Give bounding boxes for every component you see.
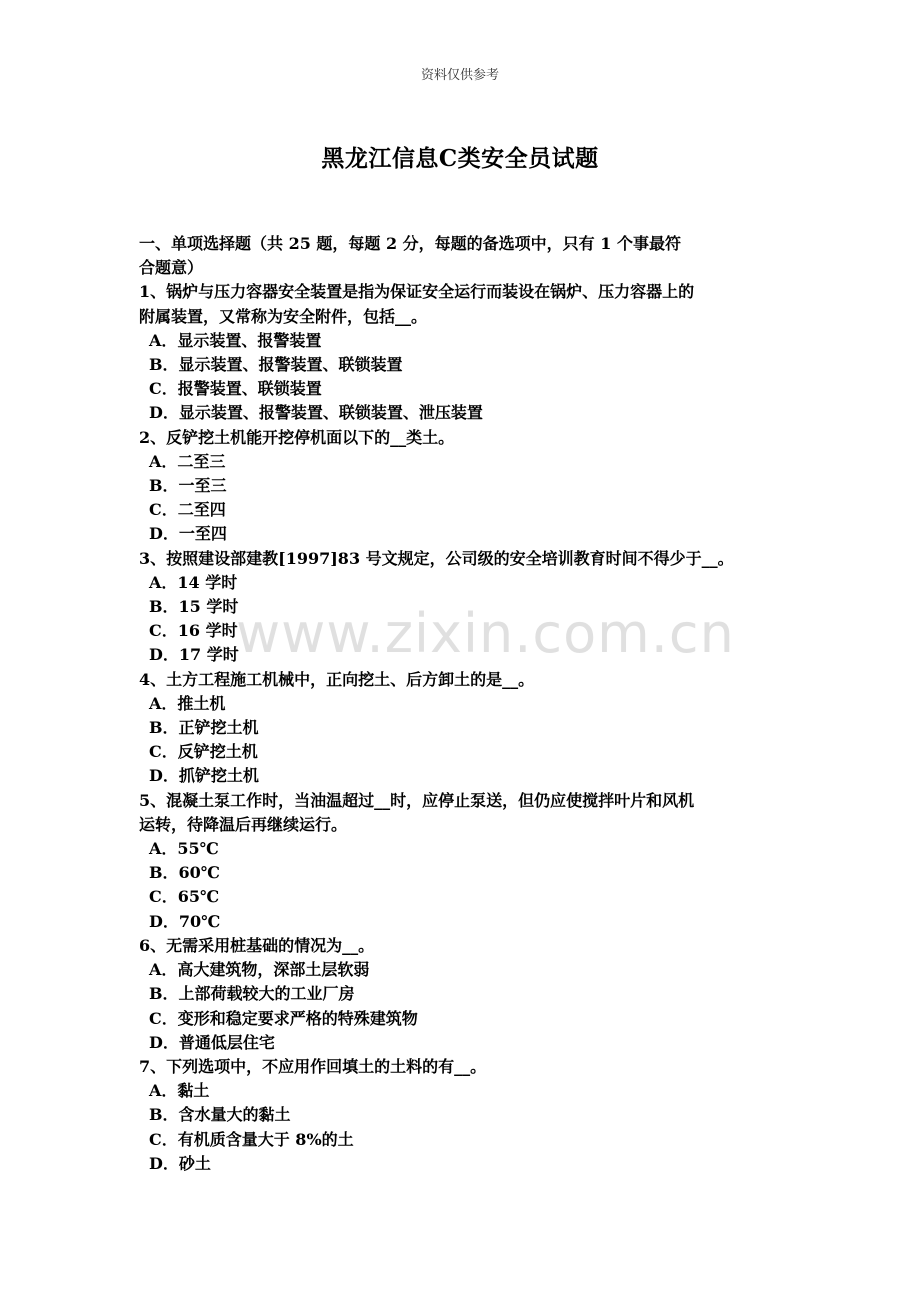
question-text: 2、反铲挖土机能开挖停机面以下的__类土。 xyxy=(139,427,455,447)
option-a: A．55℃ xyxy=(149,839,219,859)
option-c: C．变形和稳定要求严格的特殊建筑物 xyxy=(149,1008,418,1028)
option-c: C．反铲挖土机 xyxy=(149,742,258,762)
question-text: 5、混凝土泵工作时，当油温超过__时，应停止泵送，但仍应使搅拌叶片和风机 xyxy=(139,790,695,810)
question-text: 6、无需采用桩基础的情况为__。 xyxy=(139,935,375,955)
document-body xyxy=(139,232,784,1176)
question-text: 运转，待降温后再继续运行。 xyxy=(139,814,348,834)
option-c: C．有机质含量大于 8%的土 xyxy=(149,1129,354,1149)
option-b: B．含水量大的黏土 xyxy=(149,1105,291,1125)
option-a: A．高大建筑物，深部土层软弱 xyxy=(149,960,370,980)
option-d: D．一至四 xyxy=(149,524,227,544)
option-d: D．抓铲挖土机 xyxy=(149,766,259,786)
question-text: 4、土方工程施工机械中，正向挖土、后方卸土的是__。 xyxy=(139,669,535,689)
question-2 xyxy=(139,426,784,547)
option-b: B．15 学时 xyxy=(149,597,239,617)
question-text: 1、锅炉与压力容器安全装置是指为保证安全运行而装设在锅炉、压力容器上的 xyxy=(139,282,695,302)
document-title: 黑龙江信息C类安全员试题 xyxy=(321,145,599,172)
option-d: D．17 学时 xyxy=(149,645,239,665)
section-heading-line: 一、单项选择题（共 25 题，每题 2 分，每题的备选项中，只有 1 个事最符 xyxy=(139,234,681,253)
question-text: 7、下列选项中，不应用作回填土的土料的有__。 xyxy=(139,1056,487,1076)
section-heading-line: 合题意） xyxy=(139,258,204,278)
option-a: A．显示装置、报警装置 xyxy=(149,330,322,350)
option-b: B．一至三 xyxy=(149,476,227,496)
option-b: B．上部荷载较大的工业厂房 xyxy=(149,984,355,1004)
option-b: B．60℃ xyxy=(149,863,220,883)
option-c: C．65℃ xyxy=(149,887,220,907)
option-a: A．14 学时 xyxy=(149,572,238,592)
option-d: D．砂土 xyxy=(149,1153,211,1173)
question-3 xyxy=(139,547,784,668)
question-4 xyxy=(139,668,784,789)
option-d: D．普通低层住宅 xyxy=(149,1032,275,1052)
question-1 xyxy=(139,280,784,425)
question-5 xyxy=(139,789,784,934)
watermark: www.zixin.com.cn xyxy=(236,602,735,665)
question-7 xyxy=(139,1055,784,1176)
page-header: 资料仅供参考 xyxy=(420,68,499,83)
option-d: D．显示装置、报警装置、联锁装置、泄压装置 xyxy=(149,403,483,423)
option-c: C．二至四 xyxy=(149,500,226,520)
section-heading xyxy=(139,232,784,280)
option-a: A．黏土 xyxy=(149,1081,210,1101)
option-a: A．推土机 xyxy=(149,693,226,713)
option-a: A．二至三 xyxy=(149,451,226,471)
question-6 xyxy=(139,934,784,1055)
option-c: C．报警装置、联锁装置 xyxy=(149,379,322,399)
option-b: B．正铲挖土机 xyxy=(149,718,259,738)
question-text: 3、按照建设部建教[1997]83 号文规定，公司级的安全培训教育时间不得少于__。 xyxy=(139,548,734,568)
question-text: 附属装置，又常称为安全附件，包括__。 xyxy=(139,306,428,326)
option-d: D．70℃ xyxy=(149,911,221,931)
option-c: C．16 学时 xyxy=(149,621,238,641)
option-b: B．显示装置、报警装置、联锁装置 xyxy=(149,355,403,375)
